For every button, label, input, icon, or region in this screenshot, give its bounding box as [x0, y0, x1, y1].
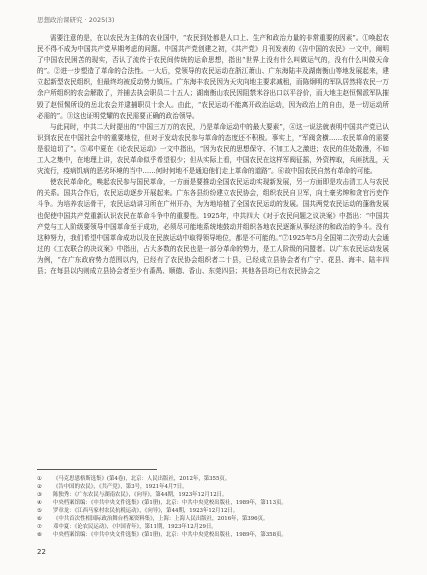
footnote-marker: ①	[37, 476, 42, 482]
footnote-item	[37, 491, 389, 499]
footnote-marker: ⑥	[37, 516, 42, 522]
footnote-item	[37, 483, 389, 491]
paragraph: 需要注意的是，在以农民为主体的农业国中，“农民到处都是人口上、生产和政治力量的非常重要的因素”。①唤起农民不得不成为中国共产党早期考虑的问题。中国共产党创建之初，《共产党》月刊发表的《告中国的农民》一文中，阐明了中国农民困苦的现实，否认了流传于农民间传统的运命思想，指出“世界上没有什么叫做运气的，没有什么叫做天命的”。②进一步塑造了革命的合法性。一大后，党领导的农民运动在浙江萧山、广东海陆丰及湖南衡山等地发展起来，建立起新型农民组织，但最终均被反动势力镇压。广东海丰农民因为天灾向地主要求减租，而陈炯明的军队居然将农民一万余户所组织的农会解散了，并捕去执会职员二十五人；湖南衡山农民因阻禁米谷出口以平谷价，而大地主赵恒惕派军队摧毁了赵恒惕所设的岳北农会并逮捕职员十余人。由此，“农民运动不能离开政治运动，因为政治上的自由，是一切运动所必需的”。③这也证明党耀的农民需要正确的政治领导。	[37, 34, 389, 120]
paragraph: 与此同时，中共二大时提出的“中国三万万的农民，乃是革命运动中的最大要素”，④这一说法就表明中国共产党已认识到农民在中国社会中的重要地位，但对于发动农民参与革命的态度还不积极。事实上，“军阀贪横……农民革命的需要是很迫切了”。⑤邓中夏在《论农民运动》一文中指出，“因为农民的思想保守、不加工人之激进；农民的住处散漫，不如工人之集中，在地理上讲，农民革命似乎希望很少；但从实际上看，中国农民在这样军阀征摇，外资榨取，兵匪扰乱，天灾流行，疫病饥病的恶劣环境的当中……何时何地不是通迫他们走上革命的道路”。⑥故中国农民自然有革命的可能。	[37, 122, 389, 176]
footnote-text: 《中共首次性相国际政治舞台档案资料集》，上海：上海人民出版社，2016年，第396页。	[53, 516, 269, 522]
footnote-text: 《马克思恩格斯选集》(第4卷)，北京：人民出版社，2012年，第355页。	[53, 476, 231, 482]
footnote-marker: ②	[37, 484, 42, 490]
footnote-item	[37, 475, 389, 483]
footnote-item	[37, 523, 389, 531]
footnote-marker: ③	[37, 492, 42, 498]
footnote-text: 邓中夏：《论农民运动》，《中国青年》，第11期，1923年12月29日。	[53, 524, 217, 530]
footnote-item	[37, 499, 389, 507]
footnote-text: 《告中国的农民》，《共产党》，第3号，1921年4月7日。	[53, 484, 188, 490]
footnote-text: 陈独秀：《广东农民与湖南农民》，《向导》，第44期，1923年12月12日。	[53, 492, 228, 498]
footnote-divider	[37, 469, 157, 470]
body-text	[37, 33, 389, 277]
footnote-marker: ⑤	[37, 508, 42, 514]
footnotes	[37, 475, 389, 539]
footnote-item	[37, 507, 389, 515]
footnote-text: 中央档案馆编：《中共中央文件选集》(第1册)，北京：中共中央党校出版社，1989年，第358页。	[53, 532, 287, 538]
footnote-marker: ④	[37, 500, 42, 506]
page-number: 22	[37, 548, 46, 556]
footnote-item	[37, 515, 389, 523]
footnote-marker: ⑦	[37, 524, 42, 530]
footnote-text: 罗章龙：《江西马家村农民抗税运动》，《向导》，第44期，1923年12月12日。	[53, 508, 239, 514]
footnote-text: 中央档案馆编：《中共中央文件选集》(第1册)，北京：中共中央党校出版社，1989年，第113页。	[53, 500, 287, 506]
footnote-item	[37, 531, 389, 539]
running-header: 思想政治课研究 · 2025(3)	[37, 16, 115, 24]
footnote-marker: ⑧	[37, 532, 42, 538]
paragraph: 使农民革命化，唤起农民参与国民革命，一方面是要推动全国农民运动实现新发展，另一方面即是攻击清工人与农民的关系。国共合作后，农民运动逐步开展起来。广东各县纷纷建立农民协会，组织农民自卫军，向土豪劣绅和贪官污吏作斗争。为培养农运骨干，农民运动讲习所在广州开办，为为地培植了全国农民运动的发展。国共两党农民运动的蓬勃发展也促使中国共产党重新认识农民在革命斗争中的重要性。1925年，中共四大《对于农民问题之议决案》中指出：“中国共产党与工人阶级要领导中国革命至于成功，必须尽可能地系统地鼓动并组织各地农民逐渐从事经济的和政治的争斗。没有这种努力，我们希望中国革命成功以及在民族运动中取得领导地位，都是不可能的。”⑦1925年5月全国第二次劳动大会通过的《工农联合的决议案》中指出，占大多数的农民也是一部分革命的势力，是工人阶级的同盟者。以广东农民运动发展为例，“在广东政府势力范围以内，已经有了农民协会组织者二十县，已经成立县协会者有广宁、花县、海丰、陆丰四县；在每县以内则成立县协会者至少有番禺、顺德、香山、东莞四县；其他各县均已有农民协会之	[37, 178, 389, 275]
